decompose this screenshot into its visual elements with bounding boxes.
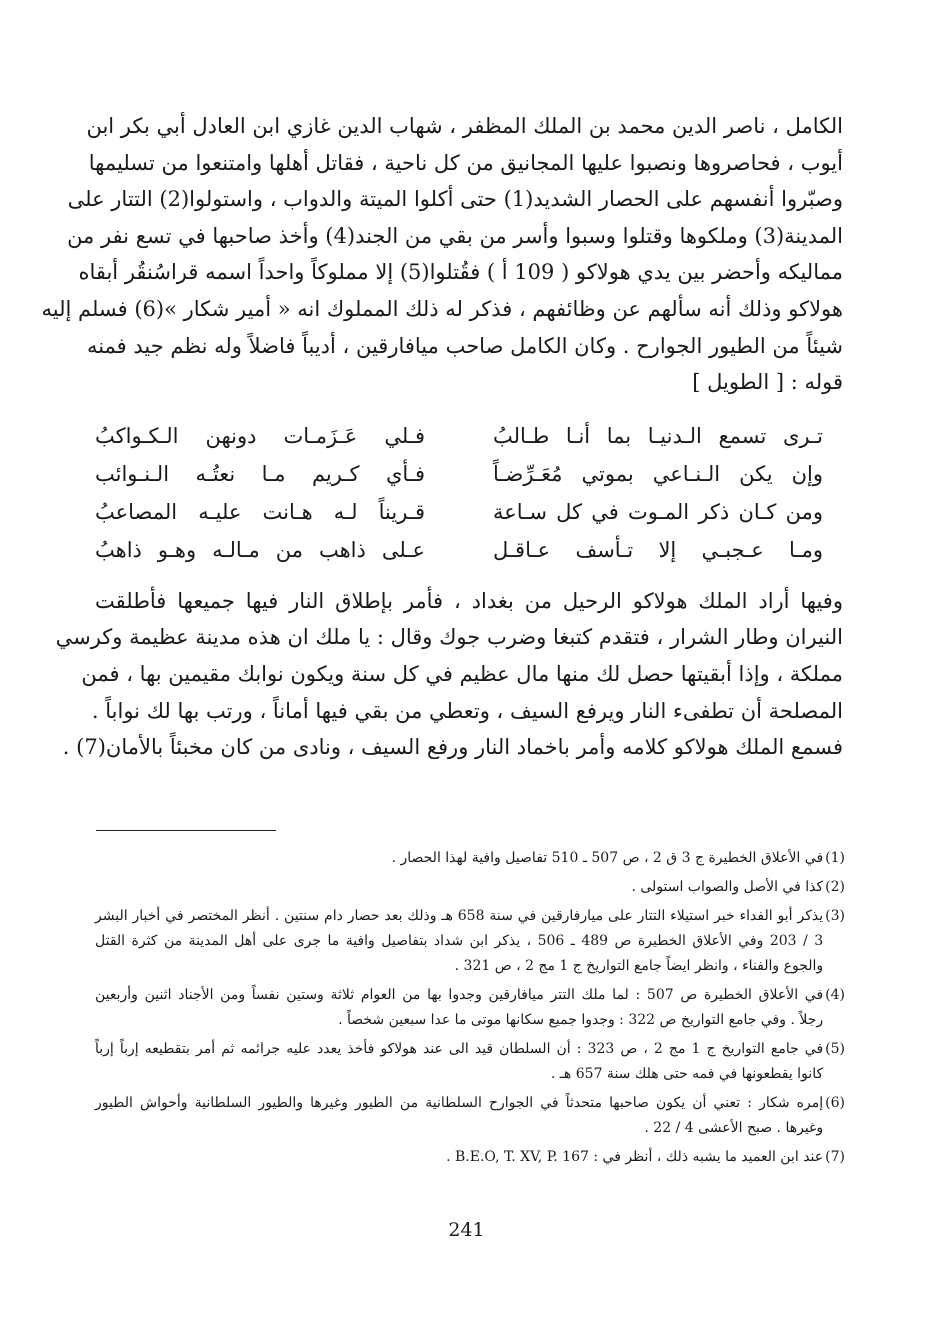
text-line: النيران وطار الشرار ، فتقدم كتبغا وضرب جوك وقال : يا ملك ان هذه مدينة عظيمة وكرسي [55,625,843,650]
footnote-line: في الأعلاق الخطيرة ج 3 ق 2 ، ص 507 ـ 510 تفاصيل وافية لهذا الحصار . [391,850,824,866]
footnote-line: والجوع والفناء ، وانظر ايضاً جامع التواريخ ج 1 مج 2 ، ص 321 . [454,958,824,974]
footnote-number: (3) [825,908,845,924]
page-body [41,108,843,766]
page-number: 241 [448,1219,485,1241]
footnote-line: إمره شكار : تعني أن يكون صاحبها متحدثاً في الجوارح السلطانية من الطيور وغيرها والطيور السلطانية وأحواش الطيور [95,1095,824,1111]
footnote-line: عند ابن العميد ما يشبه ذلك ، أنظر في : B.E.O, T. XV, P. 167 . [446,1149,824,1165]
verse-second-hemistich: عـلى ذاهب من مـالـه وهـو ذاهبُ [95,537,425,562]
footnote-text [95,1037,823,1087]
footnote-4 [95,983,845,1033]
poem [95,417,843,569]
footnote-line: 3 / 203 وفي الأعلاق الخطيرة ص 489 ـ 506 ، يذكر ابن شداد بتفاصيل وافية ما جرى على أهل المدينة من كثرة القتل [95,933,824,949]
text-line: أيوب ، فحاصروها ونصبوا عليها المجانيق من كل ناحية ، فقاتل أهلها وامتنعوا من تسليمها [88,150,843,175]
poem-verse [95,455,843,493]
verse-second-hemistich: فـأي كـريم مـا نعتُـه الـنـوائب [95,461,425,486]
paragraph-2 [55,583,843,766]
footnote-number: (7) [825,1149,845,1165]
verse-first-hemistich: ومـا عـجبـي إلا تـأسف عـاقـل [493,537,823,562]
poem-verse [95,417,843,455]
footnote-separator [96,830,276,831]
text-line: وفيها أراد الملك هولاكو الرحيل من بغداد ، فأمر بإطلاق النار فيها جميعها فأطلقت [95,588,843,613]
footnote-text [95,983,823,1033]
footnote-number: (5) [825,1041,845,1057]
footnote-number: (6) [825,1095,845,1111]
text-line: قوله : [ الطويل ] [692,370,843,395]
verse-second-hemistich: فـلي عَـزَمـات دونهن الـكـواكبُ [95,423,425,448]
footnote-7 [95,1145,845,1170]
footnote-line: كذا في الأصل والصواب استولى . [631,879,824,895]
paragraph-1 [41,108,843,401]
text-line: وصبّروا أنفسهم على الحصار الشديد(1) حتى أكلوا الميتة والدواب ، واستولوا(2) التتار على [67,187,843,212]
footnote-line: وغيرها . صبح الأعشى 4 / 22 . [644,1120,824,1136]
footnote-line: في الأعلاق الخطيرة ص 507 : لما ملك التتر ميافارقين وجدوا بها من العوام ثلاثة وستين نفساً ومن الأجناد اثنين وأربعين [95,987,824,1003]
footnote-5 [95,1037,845,1087]
footnote-line: كانوا يقطعونها في فمه حتى هلك سنة 657 هـ . [550,1066,824,1082]
footnote-line: في جامع التواريخ ج 1 مج 2 ، ص 323 : أن السلطان قيد الى عند هولاكو فأخذ يعدد عليه جرائمه ثم أمر بتقطيعه إرباً إرباً [95,1041,824,1057]
footnote-number: (2) [825,879,845,895]
footnote-text [95,846,823,871]
poem-verse [95,493,843,531]
text-line: المصلحة أن تطفىء النار ويرفع السيف ، وتعطي من بقي فيها أماناً ، ورتب بها لك نواباً . [91,698,843,723]
footnotes [95,846,845,1174]
footnote-2 [95,875,845,900]
verse-first-hemistich: تـرى تسمع الـدنيـا بما أنـا طـالبُ [493,423,823,448]
footnote-text [95,1145,823,1170]
footnote-line: يذكر أبو الفداء خبر استيلاء التتار على ميارفارقين في سنة 658 هـ وذلك بعد حصار دام سنتين . أنظر المختصر في أخبار البشر [95,908,824,924]
text-line: فسمع الملك هولاكو كلامه وأمر باخماد النار ورفع السيف ، ونادى من كان مخبئاً بالأمان(7) . [62,735,843,760]
verse-second-hemistich: قـريناً لـه هـانت عليـه المصاعبُ [95,499,425,524]
footnote-text [95,875,823,900]
poem-verse [95,531,843,569]
footnote-number: (1) [825,850,845,866]
verse-first-hemistich: وإن يكن الـنـاعي بموتي مُعَـرِّضـاً [493,461,823,486]
text-line: المدينة(3) وملكوها وقتلوا وسبوا وأسر من بقي من الجند(4) وأخذ صاحبها في تسع نفر من [67,223,843,248]
footnote-line: رجلاً . وفي جامع التواريخ ص 322 : وجدوا جميع سكانها موتى ما عدا سبعين شخصاً . [338,1012,824,1028]
text-line: هولاكو وذلك أنه سألهم عن وظائفهم ، فذكر له ذلك المملوك انه « أمير شكار »(6) فسلم إليه [41,296,843,321]
text-line: مملكة ، وإذا أبقيتها حصل لك منها مال عظيم في كل سنة ويكون نوابك مقيمين بها ، فمن [81,661,843,686]
text-line: الكامل ، ناصر الدين محمد بن الملك المظفر ، شهاب الدين غازي ابن العادل أبي بكر ابن [86,114,843,138]
footnote-6 [95,1091,845,1141]
text-line: مماليكه وأحضر بين يدي هولاكو ( 109 أ ) فقُتلوا(5) إلا مملوكاً واحداً اسمه قراسُنقُر أبقاه [78,260,843,285]
footnote-text [95,904,823,979]
footnote-text [95,1091,823,1141]
verse-first-hemistich: ومن كـان ذكر المـوت في كل سـاعة [493,499,823,524]
footnote-number: (4) [825,987,845,1003]
footnote-3 [95,904,845,979]
footnote-1 [95,846,845,871]
text-line: شيئاً من الطيور الجوارح . وكان الكامل صاحب ميافارقين ، أديباً فاضلاً وله نظم جيد فمنه [86,333,843,358]
